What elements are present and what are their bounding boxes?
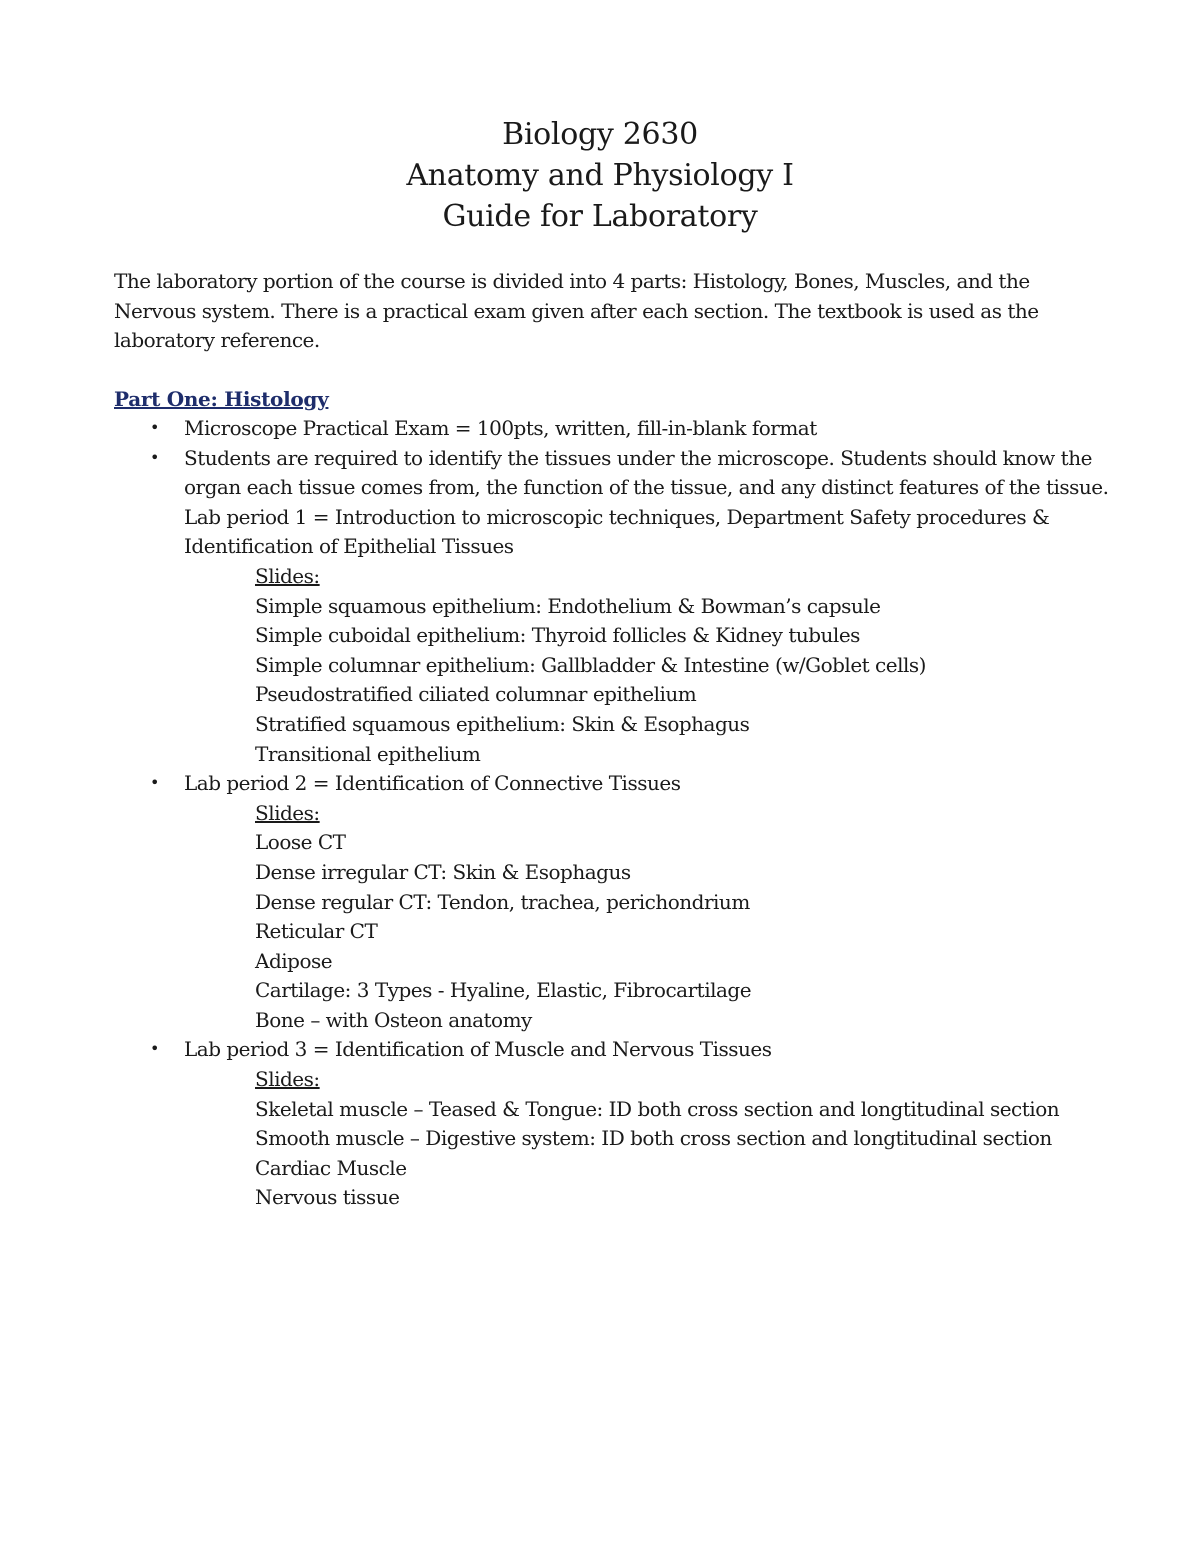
bullet-text: Microscope Practical Exam = 100pts, written, fill-in-blank format	[184, 416, 817, 440]
intro-line: laboratory reference.	[114, 328, 320, 353]
bullet-icon: •	[150, 773, 159, 793]
slides-heading: Slides:	[255, 800, 320, 825]
bullet-text: Lab period 2 = Identification of Connective Tissues	[184, 771, 681, 796]
bullet-icon: •	[150, 1039, 159, 1059]
slide-item: Cardiac Muscle	[255, 1155, 407, 1180]
section-heading-histology: Part One: Histology	[114, 387, 329, 411]
intro-line: Nervous system. There is a practical exam given after each section. The textbook is used as the	[114, 298, 1039, 323]
bullet-icon: •	[150, 418, 159, 437]
slide-item: Dense regular CT: Tendon, trachea, perichondrium	[255, 889, 750, 914]
bullet-text: organ each tissue comes from, the function of the tissue, and any distinct features of the tissue.	[184, 475, 1109, 500]
list-item	[114, 769, 1094, 799]
course-number: Biology 2630	[502, 117, 698, 152]
intro-line: The laboratory portion of the course is divided into 4 parts: Histology, Bones, Muscles, and the	[114, 269, 1030, 293]
histology-list	[114, 414, 1109, 1213]
intro-paragraph	[114, 267, 1074, 356]
slides-list-lab1	[114, 562, 1094, 769]
slide-item: Simple squamous epithelium: Endothelium & Bowman’s capsule	[255, 593, 881, 618]
guide-title: Guide for Laboratory	[442, 199, 758, 234]
slides-heading: Slides:	[255, 563, 320, 588]
slide-item: Adipose	[255, 948, 333, 973]
slide-item: Nervous tissue	[255, 1185, 400, 1210]
list-item	[114, 414, 1094, 444]
list-item	[114, 1035, 1094, 1065]
slide-item: Stratified squamous epithelium: Skin & Esophagus	[255, 711, 750, 736]
slide-item: Pseudostratified ciliated columnar epithelium	[255, 682, 697, 707]
slide-item: Transitional epithelium	[255, 741, 481, 766]
slides-list-lab2	[114, 799, 1094, 1036]
slide-item: Cartilage: 3 Types - Hyaline, Elastic, Fibrocartilage	[255, 978, 752, 1003]
bullet-text: Lab period 1 = Introduction to microscopic techniques, Department Safety procedures &	[184, 504, 1050, 529]
slide-item: Dense irregular CT: Skin & Esophagus	[255, 859, 631, 884]
slide-item: Reticular CT	[255, 919, 378, 944]
bullet-text: Lab period 3 = Identification of Muscle and Nervous Tissues	[184, 1037, 772, 1062]
slide-item: Simple cuboidal epithelium: Thyroid follicles & Kidney tubules	[255, 623, 860, 648]
course-name: Anatomy and Physiology I	[406, 158, 794, 193]
slides-heading: Slides:	[255, 1067, 320, 1092]
slide-item: Loose CT	[255, 830, 346, 855]
bullet-text: Students are required to identify the tissues under the microscope. Students should know the	[184, 445, 1092, 470]
slide-item: Simple columnar epithelium: Gallbladder & Intestine (w/Goblet cells)	[255, 652, 926, 677]
list-item	[114, 444, 1109, 562]
bullet-icon: •	[150, 447, 159, 467]
slide-item: Smooth muscle – Digestive system: ID both cross section and longtitudinal section	[255, 1126, 1052, 1151]
slides-list-lab3	[114, 1065, 1094, 1213]
slide-item: Skeletal muscle – Teased & Tongue: ID both cross section and longtitudinal section	[255, 1096, 1060, 1121]
document-title	[0, 114, 1200, 237]
bullet-text: Identification of Epithelial Tissues	[184, 534, 514, 559]
slide-item: Bone – with Osteon anatomy	[255, 1007, 532, 1032]
